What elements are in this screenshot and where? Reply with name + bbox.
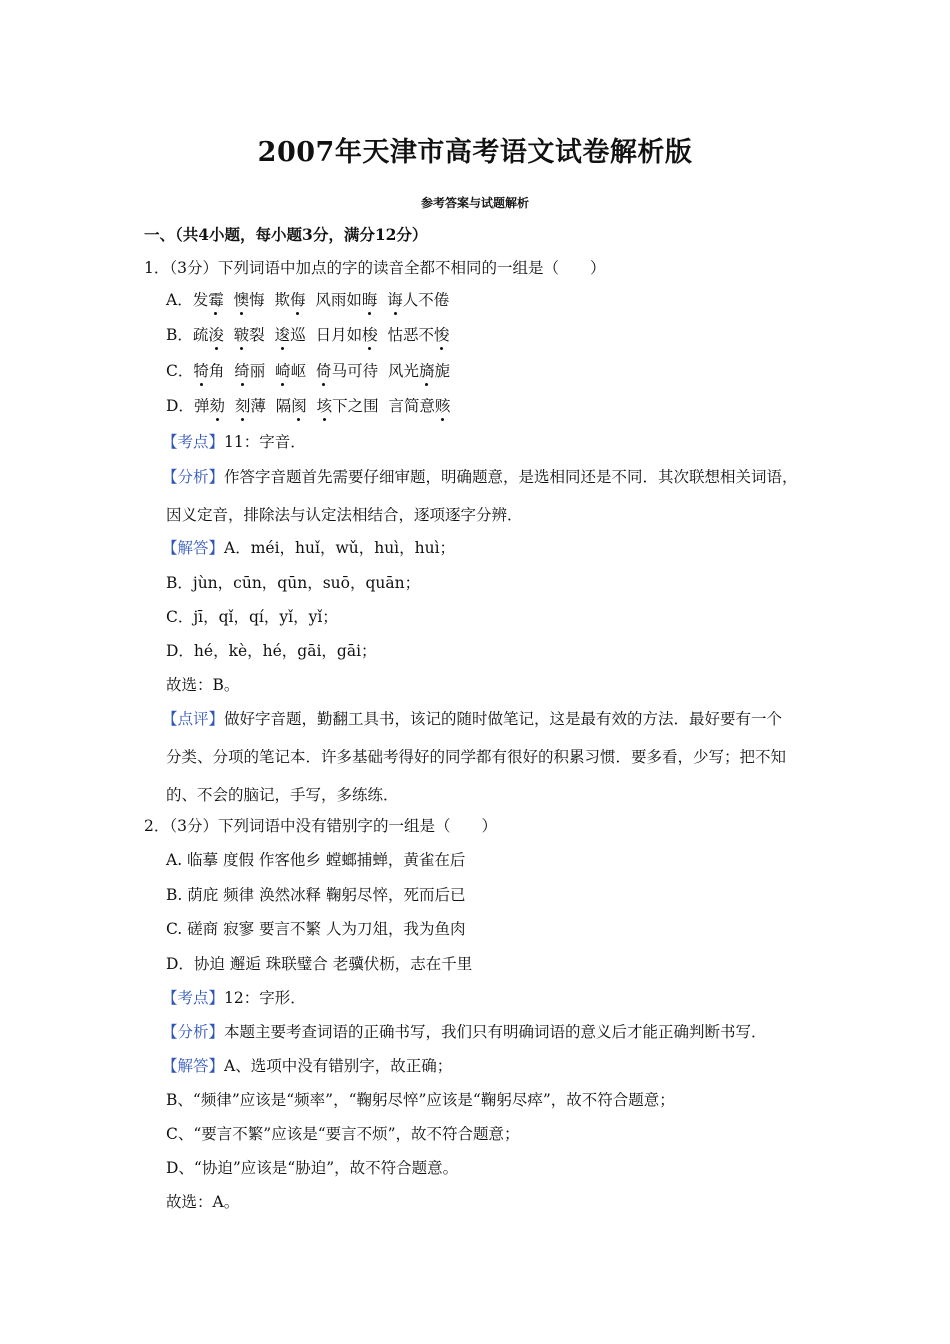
q2-jieda-b: B、“频律”应该是“频率”，“鞠躬尽悴”应该是“鞠躬尽瘁”，故不符合题意；	[166, 1091, 675, 1109]
dotted-char: 阂	[291, 397, 307, 415]
dotted-char: 垓	[316, 397, 333, 415]
q1-jieda-d: D．hé，kè，hé，gāi，gāi；	[166, 642, 377, 660]
option-prefix: A．	[166, 291, 193, 309]
fenxi-text: 本题主要考查词语的正确书写，我们只有明确词语的意义后才能正确判断书写．	[224, 1023, 767, 1041]
q1-stem: 1．（3分）下列词语中加点的字的读音全都不相同的一组是（ ）	[144, 259, 606, 277]
word-part: 巡	[290, 326, 306, 344]
document-subtitle: 参考答案与试题解析	[420, 196, 529, 210]
word-part: 旎	[434, 362, 450, 380]
word-part: 裂	[249, 326, 265, 344]
dotted-char: 犄	[193, 362, 209, 380]
q1-option-d	[166, 396, 451, 416]
q1-option-b	[166, 325, 449, 345]
q1-dianping-line2: 分类、分项的笔记本．许多基础考得好的同学都有很好的积累习惯．要多看，少写；把不知	[166, 748, 787, 766]
fenxi-text: 作答字音题首先需要仔细审题，明确题意，是选相同还是不同．其次联想相关词语，	[224, 468, 798, 486]
dotted-char: 崎	[275, 362, 291, 380]
word-part: 隔	[275, 397, 292, 415]
section-header: 一、（共4小题，每小题3分，满分12分）	[144, 225, 428, 244]
dotted-char: 倚	[316, 362, 332, 380]
q2-fenxi	[162, 1022, 767, 1042]
q1-dianping-line3: 的、不会的脑记，手写，多练练．	[166, 786, 399, 804]
q1-option-a	[166, 290, 449, 310]
word-part: 发	[192, 291, 209, 309]
jieda-text: A、选项中没有错别字，故正确；	[224, 1057, 453, 1075]
dotted-char: 悛	[433, 326, 450, 344]
word-part: 马可待	[331, 362, 379, 380]
kaodian-tag: 【考点】	[162, 433, 225, 451]
word-part: 弹	[193, 397, 210, 415]
word-part: 悔	[249, 291, 265, 309]
q2-answer: 故选：A。	[166, 1193, 240, 1211]
dotted-char: 绮	[234, 362, 250, 380]
dianping-text: 做好字音题，勤翻工具书，该记的随时做笔记，这是最有效的方法．最好要有一个	[224, 710, 783, 728]
q1-dianping	[162, 709, 782, 729]
dotted-char: 浚	[208, 326, 224, 344]
q1-fenxi	[162, 467, 798, 487]
q1-option-c	[166, 361, 450, 381]
word-part: 人不倦	[402, 291, 450, 309]
option-prefix: D．	[166, 397, 194, 415]
word-part: 风光	[387, 362, 419, 380]
word-part: 怙恶不	[387, 326, 434, 344]
dotted-char: 晦	[361, 291, 378, 309]
q2-jieda-c: C、“要言不繁”应该是“要言不烦”，故不符合题意；	[166, 1125, 520, 1143]
q2-option-d: D．协迫 邂逅 珠联璧合 老骥伏枥，志在千里	[166, 955, 473, 973]
q2-kaodian	[162, 988, 306, 1008]
word-part: 下之围	[332, 397, 379, 415]
word-part: 角	[208, 362, 225, 380]
dotted-char: 逡	[274, 326, 291, 344]
jieda-text: A．méi，huǐ，wǔ，huì，huì；	[224, 539, 456, 557]
kaodian-tag: 【考点】	[162, 989, 225, 1007]
dotted-char: 皲	[233, 326, 250, 344]
q2-stem: 2．（3分）下列词语中没有错别字的一组是（ ）	[144, 817, 497, 835]
q2-option-a: A. 临摹 度假 作客他乡 螳螂捕蝉，黄雀在后	[166, 851, 466, 869]
word-part: 风雨如	[315, 291, 362, 309]
dotted-char: 赅	[435, 397, 451, 415]
kaodian-text: 11：字音．	[224, 433, 306, 451]
option-prefix: C．	[166, 362, 194, 380]
q2-option-c: C. 磋商 寂寥 要言不繁 人为刀俎，我为鱼肉	[166, 920, 466, 938]
word-part: 疏	[192, 326, 209, 344]
dotted-char: 劾	[209, 397, 225, 415]
dotted-char: 旖	[418, 362, 435, 380]
dotted-char: 侮	[290, 291, 306, 309]
q1-jieda-c: C．jī，qǐ，qí，yǐ，yǐ；	[166, 608, 338, 626]
dotted-char: 刻	[234, 397, 251, 415]
q2-option-b: B. 荫庇 频律 涣然冰释 鞠躬尽悴，死而后已	[166, 886, 466, 904]
dotted-char: 懊	[233, 291, 250, 309]
word-part: 言简意	[388, 397, 436, 415]
word-part: 岖	[290, 362, 307, 380]
word-part: 欺	[274, 291, 290, 309]
q1-kaodian	[162, 432, 306, 452]
q2-jieda-d: D、“协迫”应该是“胁迫”，故不符合题意。	[166, 1159, 459, 1177]
q1-jieda-b: B．jùn，cūn，qūn，suō，quān；	[166, 574, 421, 592]
kaodian-text: 12：字形．	[224, 989, 306, 1007]
dotted-char: 梭	[362, 326, 378, 344]
word-part: 日月如	[315, 326, 363, 344]
fenxi-tag: 【分析】	[162, 468, 225, 486]
q1-answer: 故选：B。	[166, 676, 240, 694]
q1-jieda	[162, 538, 455, 558]
q2-jieda	[162, 1056, 452, 1076]
word-part: 丽	[249, 362, 266, 380]
jieda-tag: 【解答】	[162, 539, 225, 557]
document-title: 2007年天津市高考语文试卷解析版	[257, 137, 693, 168]
q1-fenxi-line2: 因义定音，排除法与认定法相结合，逐项逐字分辨．	[166, 506, 523, 524]
jieda-tag: 【解答】	[162, 1057, 225, 1075]
dotted-char: 诲	[387, 291, 403, 309]
fenxi-tag: 【分析】	[162, 1023, 225, 1041]
word-part: 薄	[250, 397, 266, 415]
dotted-char: 霉	[208, 291, 224, 309]
option-prefix: B．	[166, 326, 193, 344]
dianping-tag: 【点评】	[162, 710, 225, 728]
